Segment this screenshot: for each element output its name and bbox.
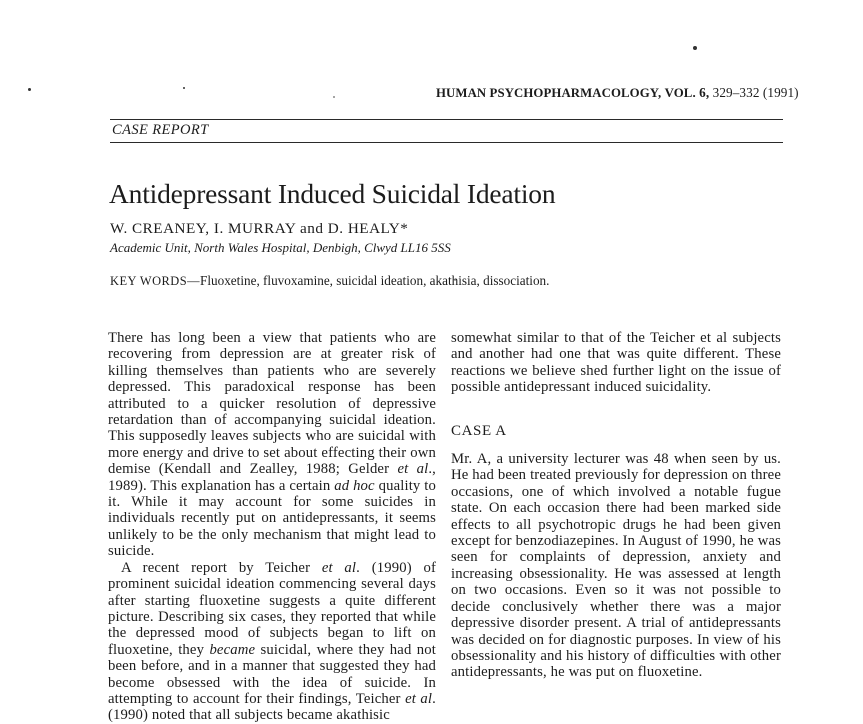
volume-number: 6, <box>699 85 710 100</box>
running-head <box>436 85 799 101</box>
body-paragraph: There has long been a view that patients who are recovering from depression are at greater risk of killing themselves than patients who are severely depressed. This paradoxical response has been attributed to a quicker resolution of depressive retardation than of accompanying suicidal ideation. This supposedly leaves subjects who are suicidal with more energy and drive to set about effecting their own demise (Kendall and Zealley, 1988; Gelder et al., 1989). This explanation has a certain ad hoc quality to it. While it may account for some suicides in individuals recently put on antidepressants, it seems unlikely to be the only mechanism that might lead to suicide. <box>108 330 436 560</box>
case-a-heading: CASE A <box>451 422 507 439</box>
body-paragraph: Mr. A, a university lecturer was 48 when seen by us. He had been treated previously for depression on three occasions, one of which involved a notable fugue state. On each occasion there had been marked side effects to all psychotropic drugs he had been given except for benzodiazepines. In August of 1990, he was seen for complaints of depression, anxiety and increasing obsessionality. He was assessed at length on two occasions. Even so it was not possible to decide conclusively whether there was a major depressive disorder present. A trial of antidepressants was decided on for diagnostic purposes. In view of his obsessionality and his history of difficulties with other antidepressants, he was put on fluoxetine. <box>451 451 781 681</box>
body-paragraph: somewhat similar to that of the Teicher et al subjects and another had one that was quite different. These reactions we believe shed further light on the issue of possible antidepressant induced suicidality. <box>451 330 781 396</box>
scan-speck <box>693 46 697 50</box>
keywords-text: Fluoxetine, fluvoxamine, suicidal ideation, akathisia, dissociation. <box>200 273 550 288</box>
journal-name: HUMAN PSYCHOPHARMACOLOGY, <box>436 86 662 100</box>
article-title: Antidepressant Induced Suicidal Ideation <box>109 178 556 209</box>
scan-speck <box>28 88 31 91</box>
keywords <box>110 273 549 289</box>
left-column <box>108 330 436 724</box>
scan-speck <box>183 87 185 89</box>
pages-year: 329–332 (1991) <box>712 85 799 100</box>
section-label: CASE REPORT <box>112 122 209 138</box>
header-rule-bottom <box>110 142 783 143</box>
volume-label: VOL. <box>664 86 696 100</box>
right-column <box>451 330 781 681</box>
keywords-label: KEY WORDS— <box>110 274 201 288</box>
authors: W. CREANEY, I. MURRAY and D. HEALY* <box>110 220 409 237</box>
scan-speck <box>333 96 335 98</box>
header-rule-top <box>110 119 783 120</box>
body-paragraph: A recent report by Teicher et al. (1990) of prominent suicidal ideation commencing several days after starting fluoxetine suggests a quite different picture. Describing six cases, they reported that while the depressed mood of subjects began to lift on fluoxetine, they became suicidal, where they had not been before, and in a manner that suggested they had become obsessed with the idea of suicide. In attempting to account for their findings, Teicher et al. (1990) noted that all subjects became akathisic <box>108 559 437 724</box>
affiliation: Academic Unit, North Wales Hospital, Denbigh, Clwyd LL16 5SS <box>110 240 451 255</box>
